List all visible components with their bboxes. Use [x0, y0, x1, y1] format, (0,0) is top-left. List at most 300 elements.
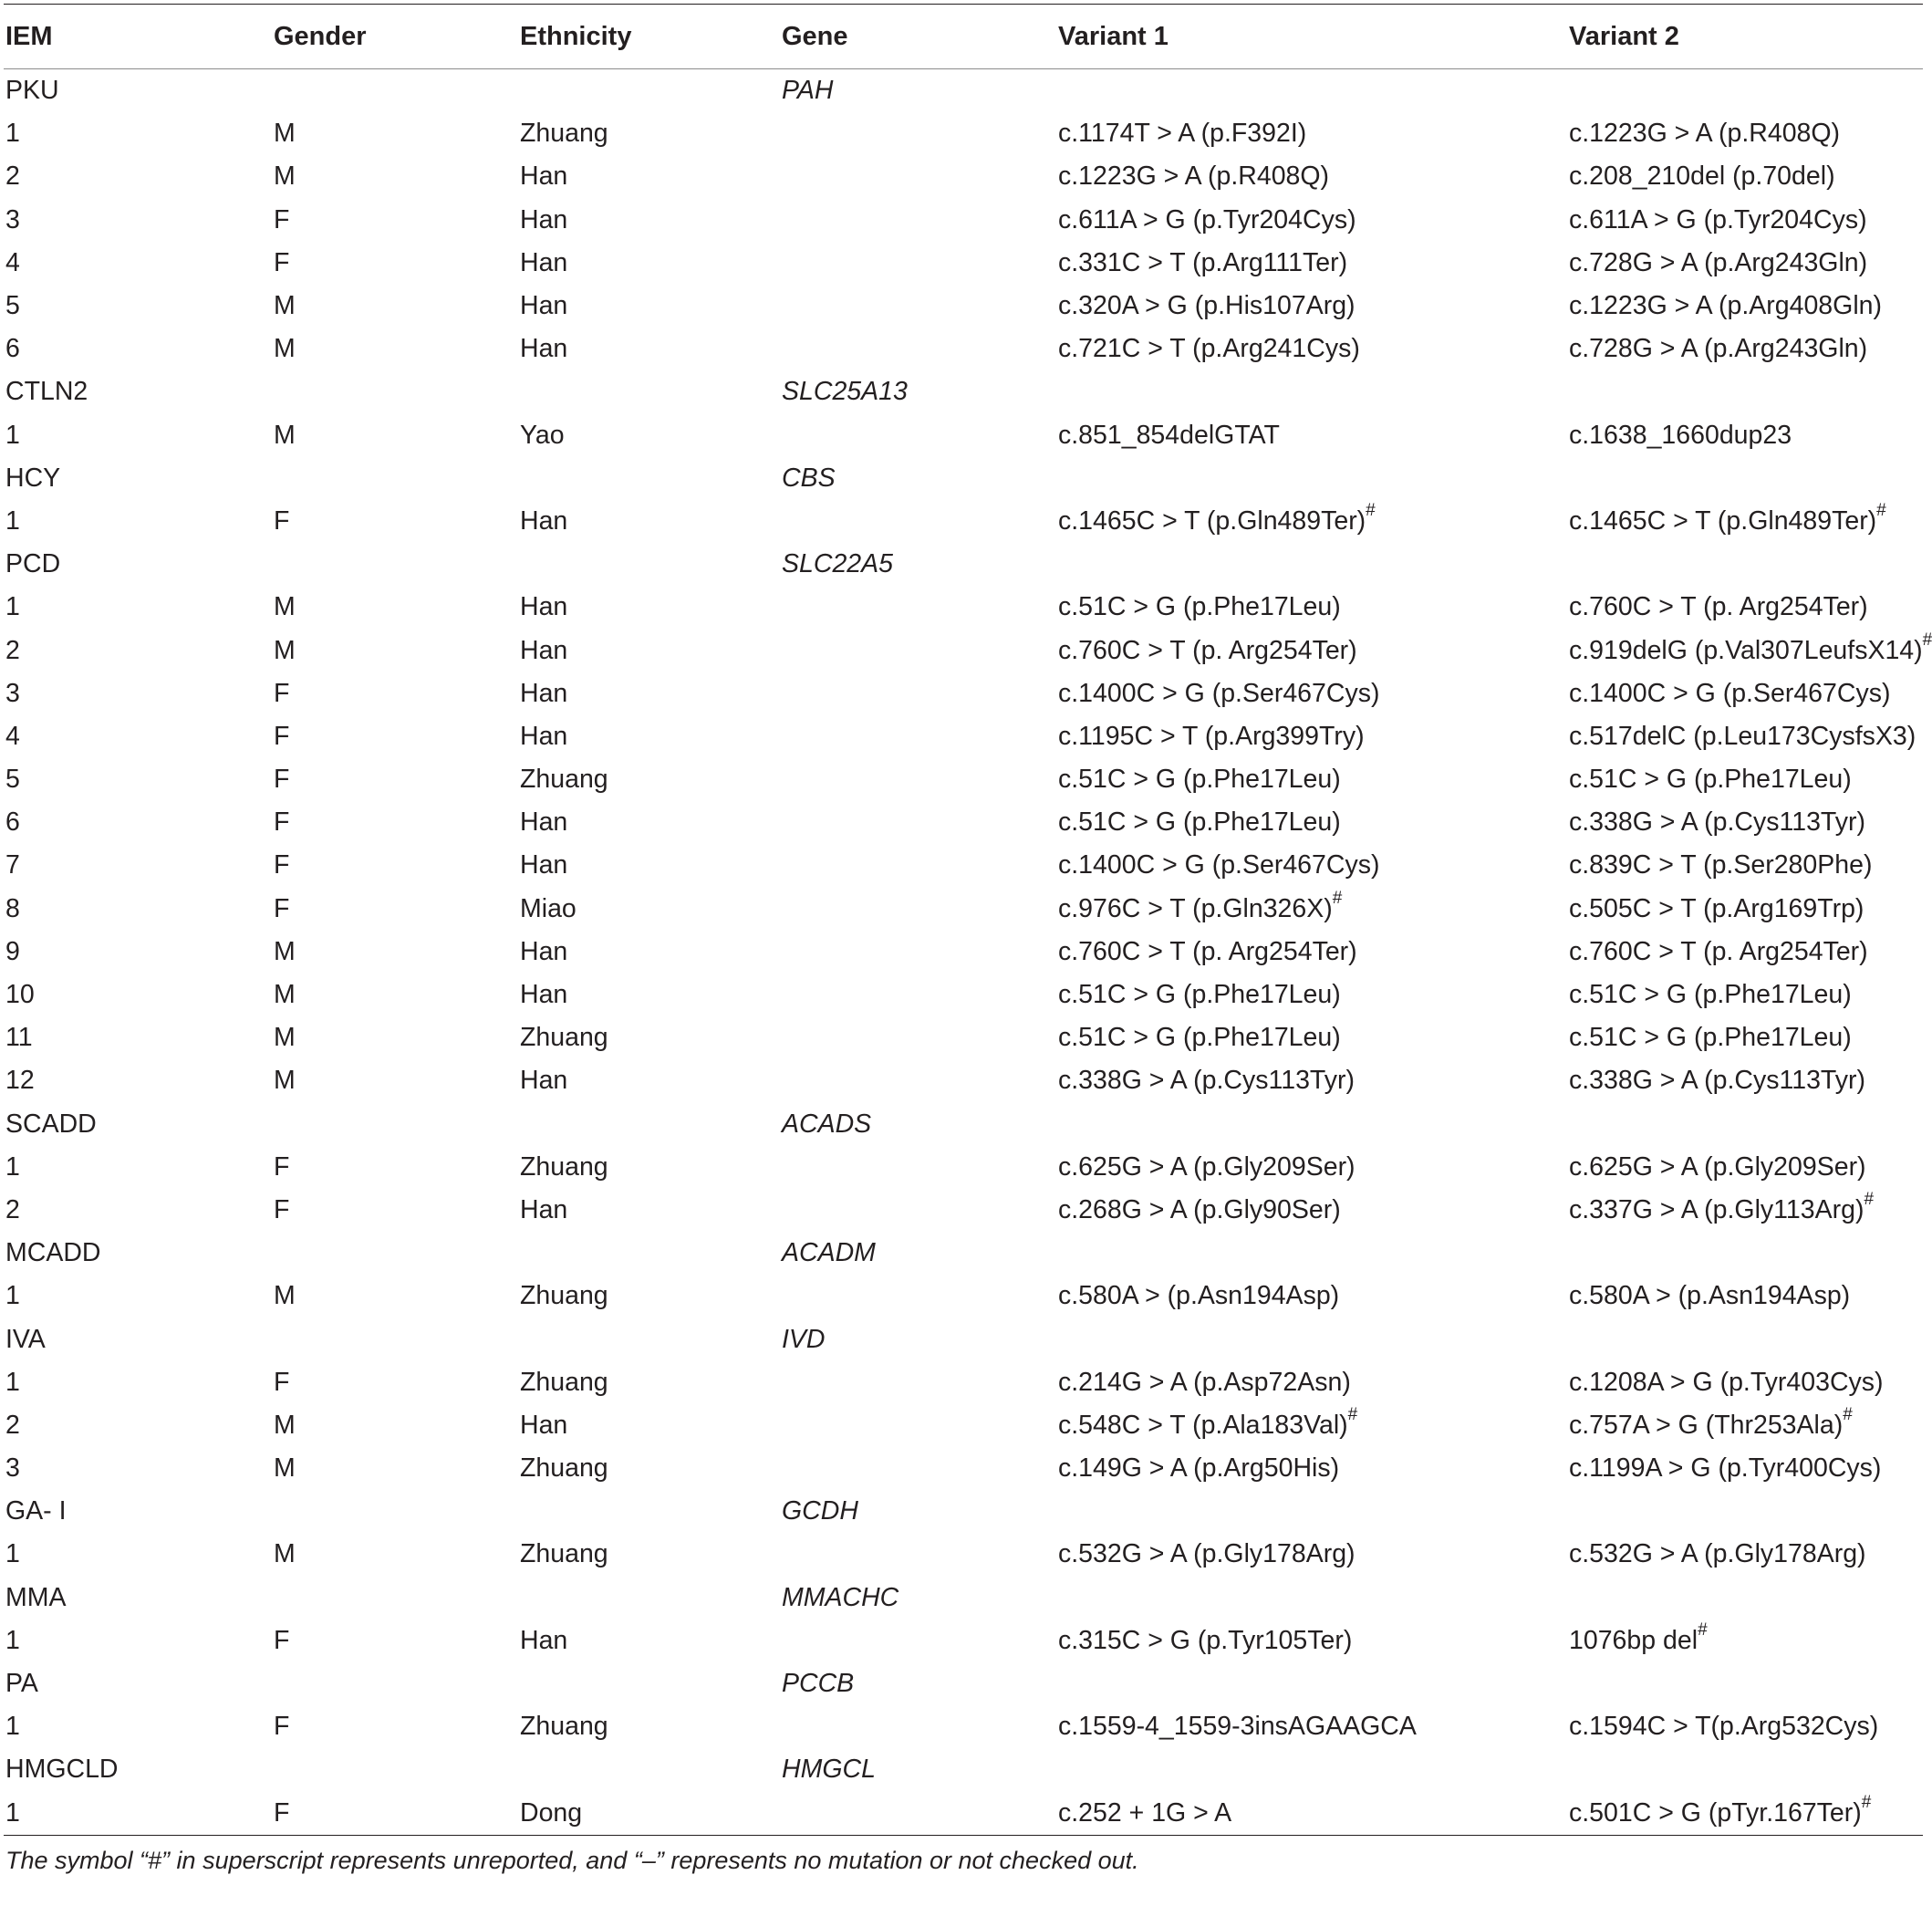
ethnicity: [518, 931, 780, 974]
patient-number: [4, 1189, 272, 1232]
gene-name-text: PCCB: [782, 1669, 855, 1699]
table-row: [4, 801, 1923, 844]
unreported-marker: #: [1861, 1793, 1872, 1813]
gender-text: M: [274, 592, 296, 622]
ethnicity: [518, 888, 780, 931]
variant-2-cell: [1567, 1662, 1923, 1705]
group-row: [4, 457, 1923, 500]
ethnicity: [518, 1533, 780, 1576]
column-header-variant-1: Variant 1: [1058, 21, 1169, 51]
gender: [272, 1016, 518, 1059]
ethnicity: [518, 1275, 780, 1318]
gender-text: F: [274, 1625, 290, 1655]
gender-text: F: [274, 850, 290, 880]
variant-1-text: c.1400C > G (p.Ser467Cys): [1058, 850, 1380, 880]
gender: [272, 1275, 518, 1318]
patient-number-text: 1: [5, 1281, 20, 1311]
variant-2-text: c.919delG (p.Val307LeufsX14): [1569, 635, 1923, 665]
gene-name: [780, 457, 1056, 500]
table-row: [4, 1404, 1923, 1447]
gender: [272, 112, 518, 155]
ethnicity: [518, 715, 780, 758]
variant-1-text: c.1174T > A (p.F392I): [1058, 119, 1307, 149]
iem-name-text: SCADD: [5, 1109, 97, 1139]
gender-text: M: [274, 635, 296, 665]
variant-1-cell: [1056, 69, 1567, 113]
gene-cell: [780, 112, 1056, 155]
gene-cell: [780, 931, 1056, 974]
table-row: [4, 1016, 1923, 1059]
gene-cell: [780, 1016, 1056, 1059]
gender: [272, 328, 518, 370]
group-row: [4, 1232, 1923, 1275]
gene-cell: [780, 888, 1056, 931]
variant-1-cell: [1056, 543, 1567, 586]
variant-1-text: c.760C > T (p. Arg254Ter): [1058, 936, 1357, 966]
variant-2: [1567, 586, 1923, 629]
variant-1-text: c.51C > G (p.Phe17Leu): [1058, 980, 1341, 1010]
iem-name-text: PCD: [5, 549, 61, 579]
ethnicity-text: Zhuang: [520, 1539, 608, 1569]
iem-name-text: MCADD: [5, 1238, 101, 1268]
variant-2-text: c.839C > T (p.Ser280Phe): [1569, 850, 1873, 880]
gender-text: M: [274, 1410, 296, 1440]
patient-number: [4, 112, 272, 155]
unreported-marker: #: [1864, 1190, 1875, 1210]
ethnicity-text: Han: [520, 635, 568, 665]
gender-text: F: [274, 204, 290, 234]
gene-cell: [780, 974, 1056, 1016]
patient-number: [4, 1533, 272, 1576]
variant-2-text: c.625G > A (p.Gly209Ser): [1569, 1151, 1866, 1182]
variant-1: [1056, 586, 1567, 629]
table-row: [4, 1705, 1923, 1748]
gender-text: F: [274, 1797, 290, 1828]
gender-text: F: [274, 678, 290, 708]
gene-name: [780, 1662, 1056, 1705]
gene-name: [780, 1577, 1056, 1620]
ethnicity: [518, 1620, 780, 1662]
table-row: [4, 758, 1923, 801]
variant-2-cell: [1567, 69, 1923, 113]
ethnicity: [518, 629, 780, 672]
variant-1: [1056, 1533, 1567, 1576]
patient-number-text: 1: [5, 119, 20, 149]
variant-2-text: c.1199A > G (p.Tyr400Cys): [1569, 1453, 1882, 1484]
patient-number: [4, 1792, 272, 1835]
variant-1-cell: [1056, 370, 1567, 413]
ethnicity-cell: [518, 1318, 780, 1360]
variant-1-text: c.976C > T (p.Gln326X): [1058, 893, 1333, 923]
gene-cell: [780, 715, 1056, 758]
gene-cell: [780, 285, 1056, 328]
ethnicity: [518, 112, 780, 155]
iem-name: [4, 1748, 272, 1791]
gender-text: M: [274, 980, 296, 1010]
variant-1-cell: [1056, 1232, 1567, 1275]
gender-text: F: [274, 893, 290, 923]
variant-2-text: c.1638_1660dup23: [1569, 420, 1792, 450]
patient-number: [4, 1146, 272, 1189]
table-row: [4, 1533, 1923, 1576]
gender-text: M: [274, 1023, 296, 1053]
table-row: [4, 285, 1923, 328]
variants-table: [4, 5, 1932, 1835]
gene-cell: [780, 758, 1056, 801]
gene-name-text: ACADM: [782, 1238, 876, 1268]
ethnicity: [518, 974, 780, 1016]
ethnicity: [518, 1404, 780, 1447]
patient-number: [4, 1620, 272, 1662]
iem-name-text: HMGCLD: [5, 1755, 119, 1785]
ethnicity-text: Han: [520, 247, 568, 277]
gender: [272, 242, 518, 285]
variant-1: [1056, 758, 1567, 801]
variant-1: [1056, 1620, 1567, 1662]
patient-number-text: 12: [5, 1066, 35, 1096]
gene-cell: [780, 1059, 1056, 1102]
variant-2: [1567, 1059, 1923, 1102]
patient-number: [4, 974, 272, 1016]
variant-1-text: c.625G > A (p.Gly209Ser): [1058, 1151, 1356, 1182]
patient-number-text: 1: [5, 420, 20, 450]
ethnicity-cell: [518, 1490, 780, 1533]
variant-1-cell: [1056, 1103, 1567, 1146]
variant-1-cell: [1056, 1490, 1567, 1533]
iem-name-text: PKU: [5, 76, 59, 106]
variant-1: [1056, 199, 1567, 242]
ethnicity: [518, 1447, 780, 1490]
gene-name: [780, 1103, 1056, 1146]
gender-text: F: [274, 247, 290, 277]
variant-2-cell: [1567, 1232, 1923, 1275]
variant-1-text: c.1195C > T (p.Arg399Try): [1058, 721, 1365, 751]
group-row: [4, 1318, 1923, 1360]
gender: [272, 758, 518, 801]
variant-1: [1056, 414, 1567, 457]
variant-2-cell: [1567, 1103, 1923, 1146]
gene-cell: [780, 1275, 1056, 1318]
gene-cell: [780, 199, 1056, 242]
variant-1: [1056, 1275, 1567, 1318]
gender-cell: [272, 1577, 518, 1620]
patient-number-text: 2: [5, 635, 20, 665]
variant-2-text: c.611A > G (p.Tyr204Cys): [1569, 204, 1867, 234]
variant-1-text: c.315C > G (p.Tyr105Ter): [1058, 1625, 1353, 1655]
gender: [272, 414, 518, 457]
unreported-marker: #: [1366, 501, 1376, 521]
ethnicity-cell: [518, 543, 780, 586]
table-row: [4, 1361, 1923, 1404]
variant-2-text: c.757A > G (Thr253Ala): [1569, 1410, 1844, 1440]
gender: [272, 155, 518, 198]
patient-number: [4, 414, 272, 457]
gender-cell: [272, 543, 518, 586]
table-row: [4, 155, 1923, 198]
gene-name: [780, 69, 1056, 113]
table-row: [4, 629, 1923, 672]
variant-2-text: c.51C > G (p.Phe17Leu): [1569, 765, 1852, 795]
ethnicity-cell: [518, 457, 780, 500]
variant-1-text: c.51C > G (p.Phe17Leu): [1058, 592, 1341, 622]
variant-1-cell: [1056, 1748, 1567, 1791]
gene-name: [780, 370, 1056, 413]
ethnicity: [518, 1146, 780, 1189]
variant-1-text: c.51C > G (p.Phe17Leu): [1058, 765, 1341, 795]
ethnicity-cell: [518, 69, 780, 113]
patient-number: [4, 1275, 272, 1318]
variant-2-text: c.532G > A (p.Gly178Arg): [1569, 1539, 1866, 1569]
gender-cell: [272, 1232, 518, 1275]
gender-cell: [272, 69, 518, 113]
variant-1: [1056, 672, 1567, 715]
patient-number-text: 3: [5, 1453, 20, 1484]
patient-number-text: 4: [5, 721, 20, 751]
unreported-marker: #: [1347, 1405, 1358, 1425]
ethnicity: [518, 199, 780, 242]
variant-1: [1056, 844, 1567, 887]
variant-2: [1567, 1361, 1923, 1404]
variant-1-text: c.214G > A (p.Asp72Asn): [1058, 1367, 1351, 1397]
variant-1: [1056, 1146, 1567, 1189]
ethnicity: [518, 1361, 780, 1404]
patient-number-text: 2: [5, 1410, 20, 1440]
ethnicity: [518, 586, 780, 629]
column-header-variant-2: Variant 2: [1569, 21, 1679, 51]
variant-1-text: c.851_854delGTAT: [1058, 420, 1280, 450]
ethnicity: [518, 414, 780, 457]
iem-name-text: CTLN2: [5, 377, 88, 407]
gender: [272, 672, 518, 715]
column-header-ethnicity: Ethnicity: [520, 21, 632, 51]
ethnicity-text: Zhuang: [520, 1712, 608, 1742]
ethnicity-text: Han: [520, 807, 568, 838]
gene-name: [780, 1490, 1056, 1533]
gender: [272, 715, 518, 758]
gender-text: M: [274, 334, 296, 364]
column-header-iem: IEM: [5, 21, 53, 51]
ethnicity: [518, 672, 780, 715]
ethnicity-text: Han: [520, 334, 568, 364]
unreported-marker: #: [1332, 889, 1343, 909]
gene-cell: [780, 844, 1056, 887]
variant-2-text: c.1400C > G (p.Ser467Cys): [1569, 678, 1891, 708]
patient-number-text: 3: [5, 204, 20, 234]
table-header: [4, 5, 1923, 69]
ethnicity-text: Zhuang: [520, 765, 608, 795]
variant-1-text: c.252 + 1G > A: [1058, 1797, 1232, 1828]
table-row: [4, 974, 1923, 1016]
variant-1: [1056, 1059, 1567, 1102]
variant-1-cell: [1056, 1662, 1567, 1705]
patient-number: [4, 242, 272, 285]
patient-number: [4, 1059, 272, 1102]
variant-2: [1567, 1016, 1923, 1059]
ethnicity-text: Han: [520, 161, 568, 192]
ethnicity: [518, 801, 780, 844]
patient-number-text: 2: [5, 161, 20, 192]
gender: [272, 199, 518, 242]
ethnicity-cell: [518, 1103, 780, 1146]
ethnicity-text: Zhuang: [520, 1367, 608, 1397]
ethnicity-cell: [518, 1577, 780, 1620]
variant-2: [1567, 242, 1923, 285]
iem-name-text: MMA: [5, 1582, 67, 1612]
iem-name: [4, 1577, 272, 1620]
ethnicity-text: Han: [520, 592, 568, 622]
gene-cell: [780, 1792, 1056, 1835]
variant-1-text: c.580A > (p.Asn194Asp): [1058, 1281, 1340, 1311]
patient-number: [4, 500, 272, 543]
gene-cell: [780, 1620, 1056, 1662]
variant-2: [1567, 758, 1923, 801]
gender: [272, 1059, 518, 1102]
variant-1-text: c.721C > T (p.Arg241Cys): [1058, 334, 1360, 364]
ethnicity: [518, 328, 780, 370]
variant-2: [1567, 1533, 1923, 1576]
table-row: [4, 672, 1923, 715]
gender-text: M: [274, 1453, 296, 1484]
patient-number-text: 4: [5, 247, 20, 277]
variant-1-text: c.51C > G (p.Phe17Leu): [1058, 1023, 1341, 1053]
table-footnote: The symbol “#” in superscript represents unreported, and “–” represents no mutation or not checked out.: [5, 1846, 1139, 1874]
ethnicity-cell: [518, 370, 780, 413]
table-row: [4, 1059, 1923, 1102]
variant-1: [1056, 1016, 1567, 1059]
gender-cell: [272, 1103, 518, 1146]
variant-2: [1567, 844, 1923, 887]
gene-name-text: MMACHC: [782, 1582, 899, 1612]
patient-number: [4, 931, 272, 974]
patient-number: [4, 844, 272, 887]
group-row: [4, 370, 1923, 413]
ethnicity: [518, 1705, 780, 1748]
ethnicity-text: Han: [520, 204, 568, 234]
iem-name: [4, 1232, 272, 1275]
variant-1-text: c.149G > A (p.Arg50His): [1058, 1453, 1340, 1484]
variant-2-text: c.760C > T (p. Arg254Ter): [1569, 592, 1868, 622]
variant-1: [1056, 1361, 1567, 1404]
variant-1: [1056, 801, 1567, 844]
variant-2: [1567, 801, 1923, 844]
patient-number: [4, 199, 272, 242]
gene-name-text: SLC25A13: [782, 377, 908, 407]
variant-2-text: c.51C > G (p.Phe17Leu): [1569, 980, 1852, 1010]
variant-1: [1056, 715, 1567, 758]
variant-2-text: c.338G > A (p.Cys113Tyr): [1569, 1066, 1865, 1096]
ethnicity-text: Han: [520, 678, 568, 708]
variant-1: [1056, 1189, 1567, 1232]
variant-1: [1056, 155, 1567, 198]
variant-2: [1567, 155, 1923, 198]
patient-number: [4, 629, 272, 672]
patient-number: [4, 1404, 272, 1447]
gender-text: M: [274, 291, 296, 321]
gender-text: F: [274, 765, 290, 795]
gene-cell: [780, 1705, 1056, 1748]
variant-2-text: c.760C > T (p. Arg254Ter): [1569, 936, 1868, 966]
variant-2-cell: [1567, 1748, 1923, 1791]
patient-number-text: 9: [5, 936, 20, 966]
gender: [272, 844, 518, 887]
gene-name: [780, 1318, 1056, 1360]
gender: [272, 586, 518, 629]
variant-2: [1567, 1146, 1923, 1189]
variant-2: [1567, 1705, 1923, 1748]
variant-2-text: c.338G > A (p.Cys113Tyr): [1569, 807, 1865, 838]
unreported-marker: #: [1876, 501, 1886, 521]
group-row: [4, 1577, 1923, 1620]
gene-cell: [780, 328, 1056, 370]
variant-2-text: c.1223G > A (p.R408Q): [1569, 119, 1841, 149]
variant-1-text: c.268G > A (p.Gly90Ser): [1058, 1194, 1341, 1224]
variant-2: [1567, 1404, 1923, 1447]
variant-1: [1056, 1705, 1567, 1748]
variant-1-text: c.1400C > G (p.Ser467Cys): [1058, 678, 1380, 708]
group-row: [4, 1662, 1923, 1705]
ethnicity: [518, 1016, 780, 1059]
ethnicity-text: Han: [520, 1625, 568, 1655]
table-row: [4, 328, 1923, 370]
patient-number-text: 1: [5, 1712, 20, 1742]
iem-name: [4, 1490, 272, 1533]
ethnicity-text: Han: [520, 1066, 568, 1096]
variant-2-cell: [1567, 1577, 1923, 1620]
gender-text: M: [274, 119, 296, 149]
iem-name-text: PA: [5, 1669, 38, 1699]
ethnicity: [518, 844, 780, 887]
ethnicity-text: Han: [520, 850, 568, 880]
gene-cell: [780, 586, 1056, 629]
variant-2: [1567, 1792, 1923, 1835]
table-row: [4, 414, 1923, 457]
iem-name: [4, 1318, 272, 1360]
gender-text: F: [274, 721, 290, 751]
gender-text: F: [274, 807, 290, 838]
table-row: [4, 1447, 1923, 1490]
variant-1-cell: [1056, 1318, 1567, 1360]
variant-1-text: c.1223G > A (p.R408Q): [1058, 161, 1330, 192]
iem-name-text: GA- I: [5, 1496, 67, 1526]
variant-2: [1567, 500, 1923, 543]
patient-number-text: 5: [5, 291, 20, 321]
patient-number: [4, 586, 272, 629]
table-row: [4, 242, 1923, 285]
table-row: [4, 500, 1923, 543]
column-header-gender: Gender: [274, 21, 367, 51]
iem-name: [4, 1103, 272, 1146]
unreported-marker: #: [1922, 630, 1932, 651]
variant-2-text: c.505C > T (p.Arg169Trp): [1569, 893, 1864, 923]
table-row: [4, 715, 1923, 758]
variant-2: [1567, 328, 1923, 370]
patient-number-text: 1: [5, 1539, 20, 1569]
variant-1: [1056, 1792, 1567, 1835]
variant-1: [1056, 112, 1567, 155]
variant-2-cell: [1567, 543, 1923, 586]
ethnicity-text: Miao: [520, 893, 576, 923]
variant-2: [1567, 888, 1923, 931]
variant-2-text: c.580A > (p.Asn194Asp): [1569, 1281, 1851, 1311]
gene-name-text: ACADS: [782, 1109, 872, 1139]
patient-number-text: 3: [5, 678, 20, 708]
gene-name-text: GCDH: [782, 1496, 858, 1526]
variant-2: [1567, 1189, 1923, 1232]
gene-cell: [780, 1404, 1056, 1447]
variant-1-text: c.320A > G (p.His107Arg): [1058, 291, 1356, 321]
variant-2: [1567, 199, 1923, 242]
patient-number-text: 8: [5, 893, 20, 923]
